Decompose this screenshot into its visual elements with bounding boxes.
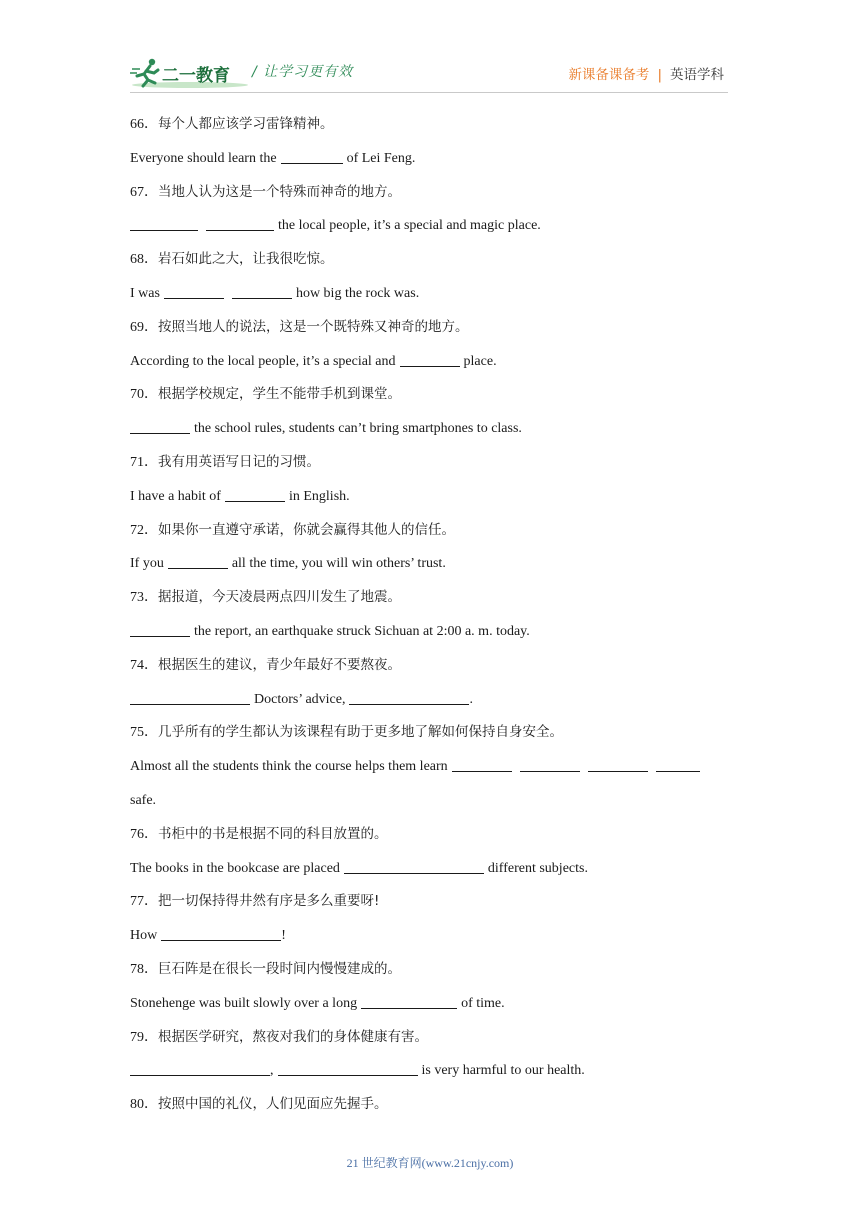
- answer-blank[interactable]: [130, 622, 190, 637]
- question-en: How !: [130, 928, 286, 944]
- answer-blank[interactable]: [130, 690, 250, 705]
- question-cn: 72．如果你一直遵守承诺，你就会赢得其他人的信任。: [130, 521, 455, 538]
- question-en: The books in the bookcase are placed different subjects.: [130, 860, 588, 876]
- runner-logo-icon: [130, 56, 254, 90]
- logo-text: 二一教育: [162, 66, 230, 86]
- question-en: Everyone should learn the of Lei Feng.: [130, 150, 416, 166]
- answer-blank[interactable]: [656, 757, 700, 772]
- answer-blank[interactable]: [361, 994, 457, 1009]
- question-cn: 76．书柜中的书是根据不同的科目放置的。: [130, 825, 388, 842]
- question-cn: 68．岩石如此之大，让我很吃惊。: [130, 251, 334, 268]
- question-cn: 78．巨石阵是在很长一段时间内慢慢建成的。: [130, 960, 401, 977]
- question-en: , is very harmful to our health.: [130, 1054, 730, 1088]
- question-cn: 69．按照当地人的说法，这是一个既特殊又神奇的地方。: [130, 318, 469, 335]
- logo: [130, 56, 254, 90]
- question-cn: 73．据报道，今天凌晨两点四川发生了地震。: [130, 589, 401, 606]
- question-cn: 77．把一切保持得井然有序是多么重要呀!: [130, 893, 380, 910]
- question-cn: 80．按照中国的礼仪，人们见面应先握手。: [130, 1096, 388, 1113]
- header-subject-label: 英语学科: [670, 67, 724, 83]
- question-en: the local people, it’s a special and magic place.: [130, 209, 730, 243]
- answer-blank[interactable]: [130, 419, 190, 434]
- page-footer: 21 世纪教育网(www.21cnjy.com): [346, 1156, 514, 1170]
- question-en: Stonehenge was built slowly over a long of time.: [130, 995, 505, 1011]
- header-divider: [130, 92, 728, 93]
- question-en-cont: safe.: [130, 792, 157, 808]
- header-subject: [568, 63, 724, 83]
- answer-blank[interactable]: [232, 284, 292, 299]
- question-cn: 75．几乎所有的学生都认为该课程有助于更多地了解如何保持自身安全。: [130, 724, 563, 741]
- question-list: [130, 108, 730, 1122]
- answer-blank[interactable]: [344, 859, 484, 874]
- header-course-label: 新课备课备考: [568, 67, 650, 83]
- question-en: If you all the time, you will win others’ trust.: [130, 556, 446, 572]
- question-en: I was how big the rock was.: [130, 285, 420, 301]
- question-en: the report, an earthquake struck Sichuan at 2:00 a. m. today.: [130, 615, 730, 649]
- question-cn: 67．当地人认为这是一个特殊而神奇的地方。: [130, 183, 401, 200]
- question-en: the school rules, students can’t bring smartphones to class.: [130, 412, 730, 446]
- answer-blank[interactable]: [164, 284, 224, 299]
- question-cn: 74．根据医生的建议，青少年最好不要熬夜。: [130, 656, 401, 673]
- question-en: I have a habit of in English.: [130, 488, 350, 504]
- answer-blank[interactable]: [278, 1061, 418, 1076]
- question-en: Doctors’ advice, .: [130, 683, 730, 717]
- answer-blank[interactable]: [520, 757, 580, 772]
- answer-blank[interactable]: [400, 352, 460, 367]
- answer-blank[interactable]: [225, 487, 285, 502]
- question-en: According to the local people, it’s a special and place.: [130, 353, 497, 369]
- answer-blank[interactable]: [349, 690, 469, 705]
- answer-blank[interactable]: [206, 216, 274, 231]
- answer-blank[interactable]: [452, 757, 512, 772]
- answer-blank[interactable]: [130, 216, 198, 231]
- question-cn: 71．我有用英语写日记的习惯。: [130, 453, 320, 470]
- answer-blank[interactable]: [588, 757, 648, 772]
- question-en: Almost all the students think the course helps them learn: [130, 750, 730, 784]
- page-header: [130, 52, 730, 92]
- question-cn: 70．根据学校规定，学生不能带手机到课堂。: [130, 386, 401, 403]
- slogan: / 让学习更有效: [252, 64, 354, 80]
- answer-blank[interactable]: [130, 1061, 270, 1076]
- answer-blank[interactable]: [168, 554, 228, 569]
- answer-blank[interactable]: [281, 149, 343, 164]
- answer-blank[interactable]: [161, 926, 281, 941]
- question-cn: 79．根据医学研究，熬夜对我们的身体健康有害。: [130, 1028, 428, 1045]
- header-separator: |: [657, 67, 662, 83]
- question-cn: 66．每个人都应该学习雷锋精神。: [130, 116, 334, 132]
